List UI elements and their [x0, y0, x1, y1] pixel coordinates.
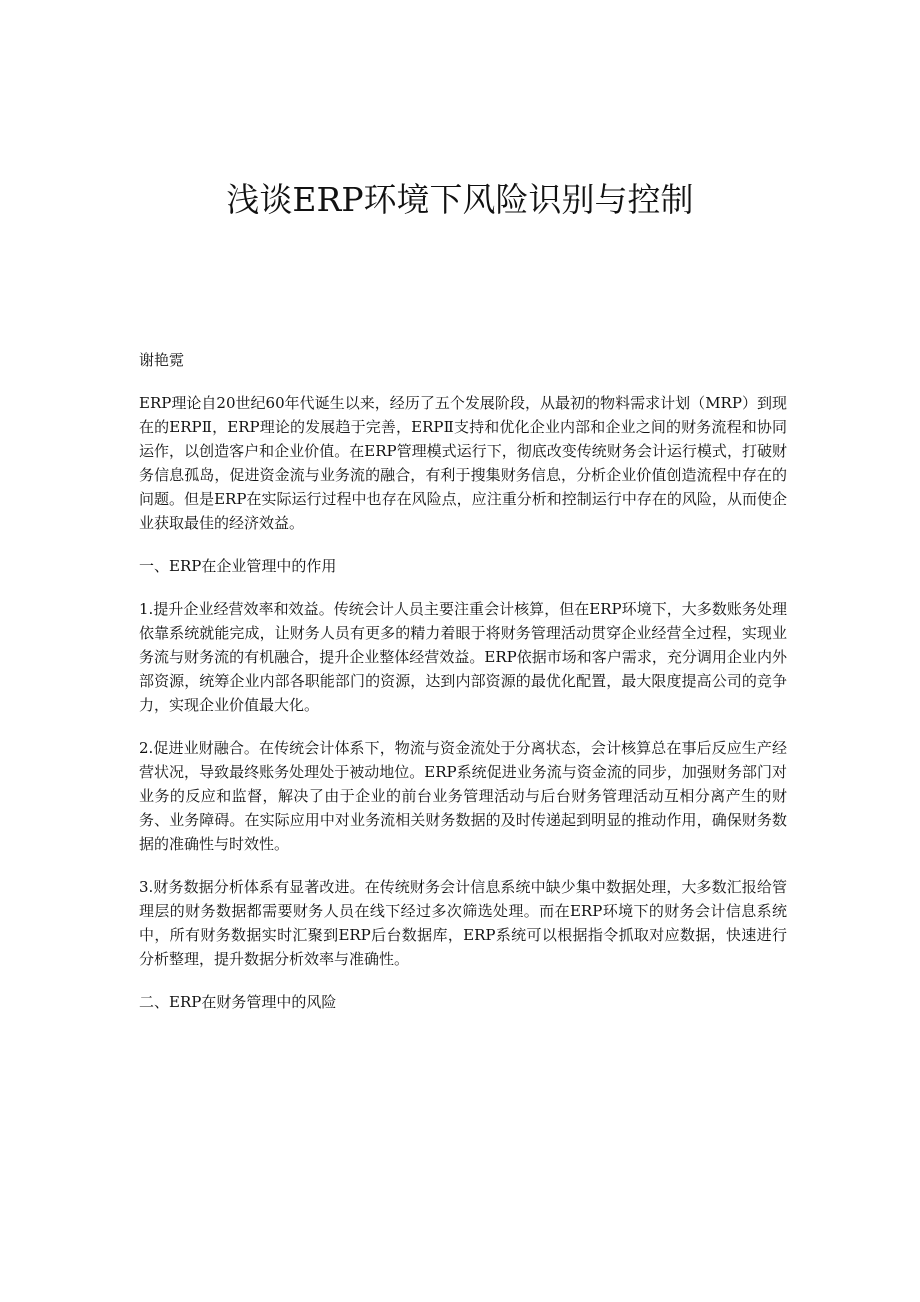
intro-paragraph: ERP理论自20世纪60年代诞生以来，经历了五个发展阶段，从最初的物料需求计划（MRP）到现在的ERPⅡ，ERP理论的发展趋于完善，ERPⅡ支持和优化企业内部和企业之间的财务流程和协同运作，以创造客户和企业价值。在ERP管理模式运行下，彻底改变传统财务会计运行模式，打破财务信息孤岛，促进资金流与业务流的融合，有利于搜集财务信息，分析企业价值创造流程中存在的问题。但是ERP在实际运行过程中也存在风险点，应注重分析和控制运行中存在的风险，从而使企业获取最佳的经济效益。	[139, 394, 787, 532]
document-title: 浅谈ERP环境下风险识别与控制	[226, 180, 694, 219]
paragraph-point-3: 3.财务数据分析体系有显著改进。在传统财务会计信息系统中缺少集中数据处理，大多数汇报给管理层的财务数据都需要财务人员在线下经过多次筛选处理。而在ERP环境下的财务会计信息系统中，所有财务数据实时汇聚到ERP后台数据库，ERP系统可以根据指令抓取对应数据，快速进行分析整理，提升数据分析效率与准确性。	[139, 878, 787, 968]
document-body	[139, 348, 787, 1033]
paragraph-point-2: 2.促进业财融合。在传统会计体系下，物流与资金流处于分离状态，会计核算总在事后反应生产经营状况，导致最终账务处理处于被动地位。ERP系统促进业务流与资金流的同步，加强财务部门对业务的反应和监督，解决了由于企业的前台业务管理活动与后台财务管理活动互相分离产生的财务、业务障碍。在实际应用中对业务流相关财务数据的及时传递起到明显的推动作用，确保财务数据的准确性与时效性。	[139, 739, 787, 853]
section-heading-2: 二、ERP在财务管理中的风险	[139, 993, 337, 1011]
paragraph-point-1: 1.提升企业经营效率和效益。传统会计人员主要注重会计核算，但在ERP环境下，大多数账务处理依靠系统就能完成，让财务人员有更多的精力着眼于将财务管理活动贯穿企业经营全过程，实现业务流与财务流的有机融合，提升企业整体经营效益。ERP依据市场和客户需求，充分调用企业内外部资源，统筹企业内部各职能部门的资源，达到内部资源的最优化配置，最大限度提高公司的竞争力，实现企业价值最大化。	[139, 600, 787, 714]
author-name: 谢艳霓	[139, 351, 185, 369]
section-heading-1: 一、ERP在企业管理中的作用	[139, 557, 337, 575]
